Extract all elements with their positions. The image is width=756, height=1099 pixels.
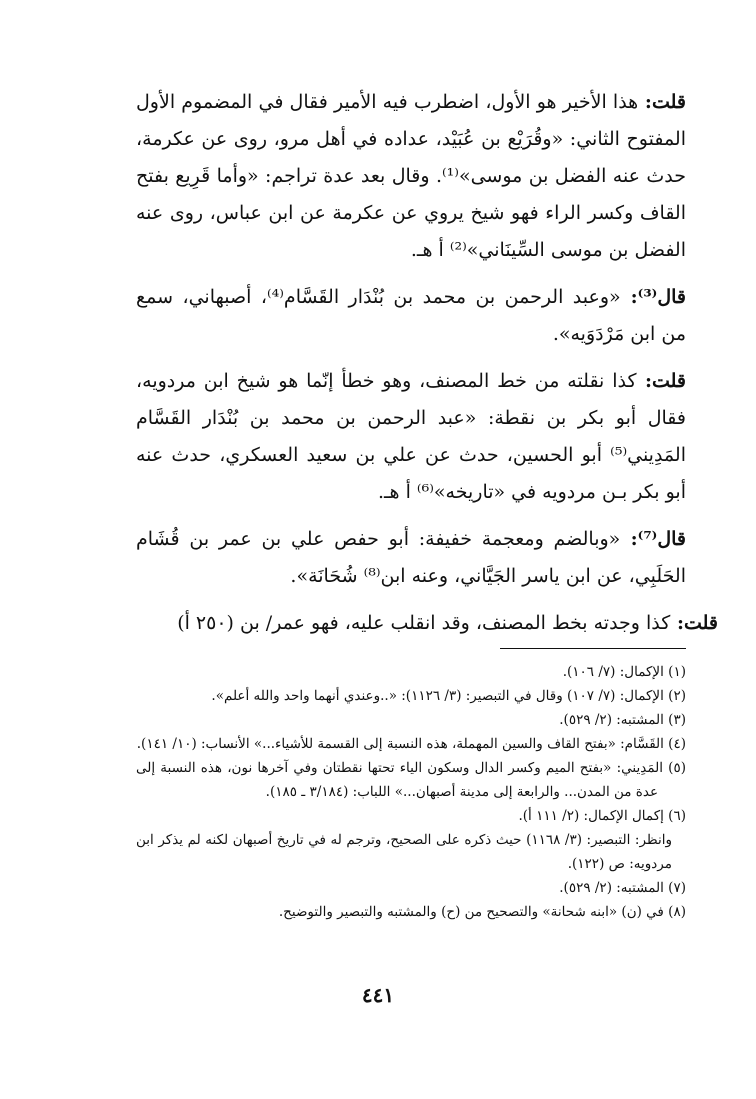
paragraph-lead: قال⁽³⁾: [620,286,687,308]
paragraph-5 [136,605,718,642]
paragraph-lead: قلت: [670,612,718,634]
page-number: ٤٤١ [361,983,395,1007]
paragraph-text: كذا وجدته بخط المصنف، وقد انقلب عليه، فهو عمر/ بن (٢٥٠ أ) [177,612,671,634]
paragraph-text: «وعبد الرحمن بن محمد بن بُنْدَار القَسَّام⁽⁴⁾، أصبهاني، سمع من ابن مَرْدَوَيه». [136,286,686,345]
paragraph-1 [136,84,686,269]
paragraph-lead: قلت: [636,370,686,392]
footnote-3: (٣) المشتبه: (٢/ ٥٢٩). [559,712,686,728]
paragraph-text: هذا الأخير هو الأول، اضطرب فيه الأمير فقال في المضموم الأول المفتوح الثاني: «وقُرَيْع بن عُبَيْد، عداده في أهل مرو، روى عن عكرمة، حدث عنه الفضل بن موسى»⁽¹⁾. وقال بعد عدة تراجم: «وأما قَرِيع بفتح القاف وكسر الراء فهو شيخ يروي عن عكرمة عن ابن عباس، روى عنه الفضل بن موسى السِّينَاني»⁽²⁾ أ هـ. [136,91,686,261]
footnote-5: (٥) المَدِيني: «بفتح الميم وكسر الدال وسكون الياء تحتها نقطتان وفي آخرها نون، هذه النسبة إلى عدة من المدن... والرابعة إلى مدينة أصبهان...» اللباب: (٣/١٨٤ ـ ١٨٥). [136,760,686,800]
paragraph-text: «وبالضم ومعجمة خفيفة: أبو حفص علي بن عمر بن قُشَام الحَلَبِي، عن ابن ياسر الجَيَّاني، وعنه ابن⁽⁸⁾ شُحَانَة». [136,528,686,587]
footnote-4: (٤) القَسَّام: «بفتح القاف والسين المهملة، هذه النسبة إلى القسمة للأشياء...» الأنساب: (١٠/ ١٤١). [136,736,686,752]
main-text [136,84,718,652]
footnote-6-continuation: وانظر: التبصير: (٣/ ١١٦٨) حيث ذكره على الصحيح، وترجم له في تاريخ أصبهان لكنه لم يذكر ابن مردويه: ص (١٢٢). [136,832,673,872]
footnote-7: (٧) المشتبه: (٢/ ٥٢٩). [559,880,686,896]
paragraph-lead: قلت: [638,91,686,113]
paragraph-lead: قال⁽⁷⁾: [620,528,686,550]
footnote-divider [500,648,686,649]
footnote-1: (١) الإكمال: (٧/ ١٠٦). [562,664,686,680]
footnotes [136,660,686,924]
paragraph-4 [136,521,686,595]
footnote-2: (٢) الإكمال: (٧/ ١٠٧) وقال في التبصير: (٣/ ١١٢٦): «..وعندي أنهما واحد والله أعلم». [211,688,686,704]
paragraph-2 [136,279,686,353]
paragraph-3 [136,363,686,511]
footnote-8: (٨) في (ن) «ابنه شحانة» والتصحيح من (ح) والمشتبه والتبصير والتوضيح. [278,904,686,920]
paragraph-text: كذا نقلته من خط المصنف، وهو خطأ إنّما هو شيخ ابن مردويه، فقال أبو بكر بن نقطة: «عبد الرحمن بن محمد بن بُنْدَار القَسَّام المَدِيني⁽⁵⁾ أبو الحسين، حدث عن علي بن سعيد العسكري، حدث عنه أبو بكر بـن مردويه في «تاريخه»⁽⁶⁾ أ هـ. [136,370,686,503]
footnote-6: (٦) إكمال الإكمال: (٢/ ١١١ أ). [518,808,686,824]
